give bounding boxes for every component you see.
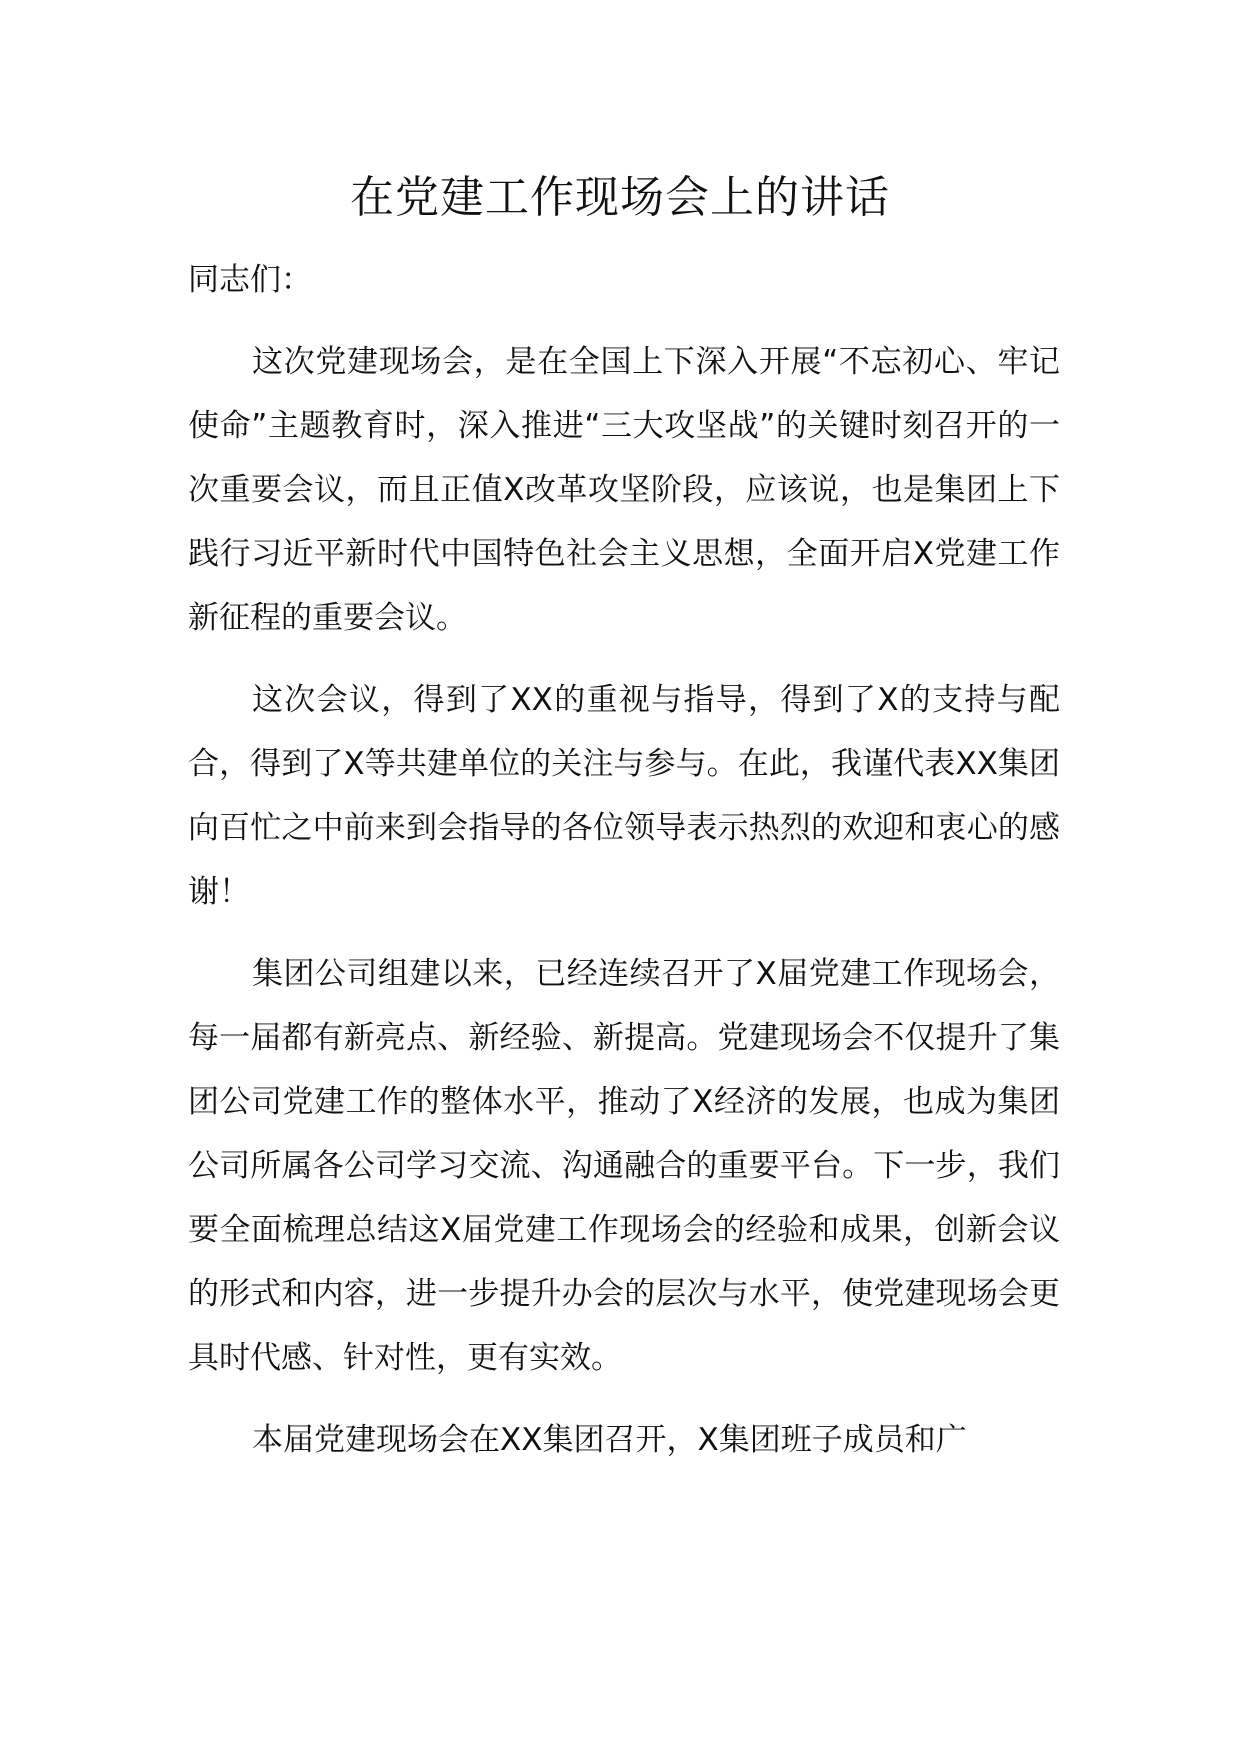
document-title: 在党建工作现场会上的讲话 — [350, 172, 890, 223]
paragraph-3: 集团公司组建以来，已经连续召开了X届党建工作现场会，每一届都有新亮点、新经验、新提高。党建现场会不仅提升了集团公司党建工作的整体水平，推动了X经济的发展，也成为集团公司所属各公司学习交流、沟通融合的重要平台。下一步，我们要全面梳理总结这X届党建工作现场会的经验和成果，创新会议的形式和内容，进一步提升办会的层次与水平，使党建现场会更具时代感、针对性，更有实效。 — [188, 956, 1060, 1376]
paragraph-2: 这次会议，得到了XX的重视与指导，得到了X的支持与配合，得到了X等共建单位的关注与参与。在此，我谨代表XX集团向百忙之中前来到会指导的各位领导表示热烈的欢迎和衷心的感谢！ — [188, 682, 1060, 910]
paragraph-4: 本届党建现场会在XX集团召开，X集团班子成员和广 — [252, 1422, 967, 1458]
document-body — [188, 248, 1060, 1472]
paragraph-1: 这次党建现场会，是在全国上下深入开展“不忘初心、牢记使命”主题教育时，深入推进“三大攻坚战”的关键时刻召开的一次重要会议，而且正值X改革攻坚阶段，应该说，也是集团上下践行习近平新时代中国特色社会主义思想，全面开启X党建工作新征程的重要会议。 — [188, 344, 1060, 636]
salutation: 同志们： — [188, 262, 312, 298]
